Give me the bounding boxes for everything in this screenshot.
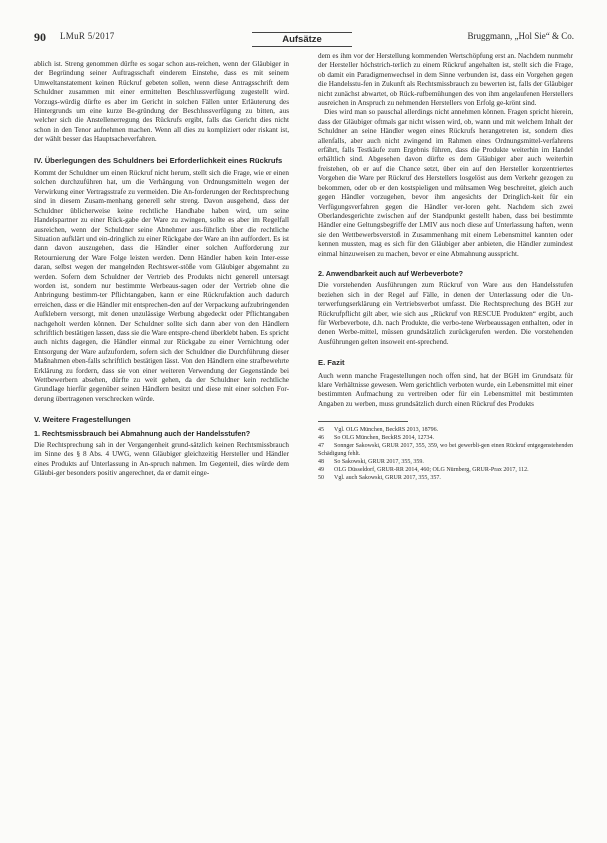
- footnote-text: So OLG München, BeckRS 2014, 12734.: [334, 435, 434, 442]
- running-title: Bruggmann, „Hol Sie“ & Co.: [467, 31, 574, 41]
- heading-subsection-v1: 1. Rechtsmissbrauch bei Abmahnung auch der Handelsstufen?: [34, 428, 251, 438]
- footnote-number: 50: [318, 475, 324, 482]
- footnote-number: 45: [318, 427, 324, 434]
- paragraph: Dies wird man so pauschal allerdings nicht annehmen können. Fragen spricht hierein, dass der Gläubiger oftmals gar nicht wissen wird, ob, wann und mit welchem Inhalt der Schuldner an seine Händler wegen eines Rückrufs herangetreten ist, sondern dies allenfalls, aber auch nicht zwingend im Rahmen eines Ordnungsmittel-verfahrens erfährt, falls Testkäufe zum Ergebnis führen, dass die Produkte weiterhin im Handel erhältlich sind. Abgesehen davon dürfte es dem Gläubiger aber auch weiterhin freistehen, ob er auf die Chance setzt, über ein auf den Hersteller konzentriertes Vorgehen die Ware per Rückruf des Herstellers losgelöst aus dem Verkehr gezogen zu bekommen, oder ob er den kostspieligen und mühsamen Weg beschreitet, gleich auch gegen Händler vorzugehen, bevor ihm angesichts der Dringlich-keit für ein Verfügungsverfahren gegen die Händler ver-loren geht. Nachdem sich zwei Oberlandesgerichte zwischen auf der Standpunkt gestellt haben, dass bei bestimmte Händler eine Geltungsbegriffe der LMIV aus noch diese auf Unterlassung haften, wenn sie den Wettbewerbsverstoß in Zusammenhang mit einem Lebensmittel kannten oder kennen mussten, mag es sich für den Gläubiger aber anbieten, die Händler zumindest einmal hinzuweisen zu machen, bevor er eine Abmahnung ausspricht.: [318, 108, 573, 258]
- footnote-number: 46: [318, 435, 324, 442]
- left-column: [34, 60, 289, 479]
- footnote-text: Vgl. auch Sakowski, GRUR 2017, 355, 357.: [334, 475, 441, 482]
- footnote-number: 49: [318, 467, 324, 474]
- paragraph: Die vorstehenden Ausführungen zum Rückruf von Ware aus den Handelsstufen beziehen sich in der Regel auf Fälle, in denen der Unterlassung oder die Un-terwerfungserklärung ein Vertriebsverbot umfasst. Die Rechtsprechung des BGH zur Rückrufpflicht gilt aber, wie sich aus „Rückruf von RESCUE Produkten“ ergibt, auch für Werbeverbote, d.h. nach Produkte, die verbo-tene Werbeaussagen enthalten, oder in denen Werbe-mittel, müssen grundsätzlich zurückgerufen werden. Die vorstehenden Ausführungen gelten insoweit ent-sprechend.: [318, 281, 573, 346]
- heading-section-v: V. Weitere Fragestellungen: [34, 415, 131, 425]
- heading-section-iv: IV. Überlegungen des Schuldners bei Erforderlichkeit eines Rückrufs: [34, 155, 283, 165]
- footnote: [318, 426, 573, 434]
- paragraph: Auch wenn manche Fragestellungen noch offen sind, hat der BGH im Grundsatz für klare Verhältnisse gewesen. Wem gerichtlich verboten wurde, ein Lebensmittel mit einer bestimmten Aufmachung zu vertreiben oder für ein Lebensmittel mit bestimmten Angaben zu werben, muss grundsätzlich durch einen Rückruf des Produkts: [318, 371, 573, 408]
- paragraph: Kommt der Schuldner um einen Rückruf nicht herum, stellt sich die Frage, wie er einen solchen durchzuführen hat, um die Verhängung von Ordnungsmitteln wegen der Verwirkung einer Vertragsstrafe zu vermeiden. Die An-forderungen der Rechtsprechung sind in diesem Zusam-menhang generell sehr streng. Davon ausgehend, dass der Schuldner üblicherweise keine rechtliche Handhabe haben wird, um seine Handelspartner zu einer Rück-gabe der Ware zu zwingen, sollte es aber im Regelfall ausreichen, wenn der Schuldner seine Abnehmer aus-führlich über die rechtliche Situation aufklärt und ein-dringlich zu einer Rückgabe der Ware an ihn auffordert. Es ist dann davon auszugehen, dass die Händler einer solchen Aufforderung zur Retournierung der Ware Folge leisten werden. Denn Händler haben kein Inter-esse daran, selbst wegen der mangelnden Rechtswer-stöße vom Gläubiger abgemahnt zu werden. Sofern dem Schuldner der Vertrieb des Produkts nicht generell untersagt worden ist, sondern nur bestimmte Werbeaus-sagen oder der Vertrieb ohne die Anbringung bestimm-ter Pflichtangaben, kann er eine Rückrufaktion auch dadurch erreichen, dass er die Händler mit entsprechen-den auf der Verpackung aufzubringenden Aufklebern versorgt, mit denen unzulässige Werbung abgedeckt oder Pflichtangaben nachgeholt werden können. Der Schuldner sollte sich dann aber von den Händlern schriftlich bestätigen lassen, dass sie die Ware entspre-chend überklebt haben. Es spricht auch nichts dagegen, die Händler einmal zur Rückgabe zu einer Vernichtung oder Entsorgung der Ware aufzufordern, sofern sich der Schuldner die Durchführung dieser Maßnahmen eben-falls schriftlich bestätigen lässt. Von den Händlern eine strafbewehrte Erklärung zu fordern, dass sie von einer weiteren Verwendung der Gegenstände bei Wettbewerbern absehen, dürfte zu weit gehen, da der Schuldner kein rechtliche Grundlage hierfür gegenüber seinen Händlern besitzt und diese mit einer solchen For-derung übertragenen verschrecken würde.: [34, 169, 289, 403]
- footnote: [318, 474, 573, 482]
- footnote-divider: [318, 421, 408, 422]
- footnote-number: 47: [318, 443, 324, 450]
- footnote: [318, 434, 573, 442]
- right-column: [318, 52, 573, 482]
- footnote-text: Vgl. OLG München, BeckRS 2013, 18796.: [334, 427, 439, 434]
- footnote: [318, 442, 573, 458]
- paragraph: Die Rechtsprechung sah in der Vergangenheit grund-sätzlich keinen Rechtsmissbrauch im Sinne des § 8 Abs. 4 UWG, wenn Gläubiger gleichzeitig Hersteller und Händler eines Produkts auf Unterlassung in An-spruch nahmen. Im Gegenteil, dies würde dem Gläubi-ger besonders positiv angerechnet, da er damit einge-: [34, 441, 289, 478]
- heading-fazit: E. Fazit: [318, 358, 345, 368]
- footnote-text: Sonnger Sakowski, GRUR 2017, 355, 359, wo bei gewerbli-gen einen Rückruf entgegenstehenden Schädigung fehlt.: [318, 443, 573, 458]
- footnote-text: OLG Düsseldorf, GRUR-RR 2014, 460; OLG Nürnberg, GRUR-Prax 2017, 112.: [334, 467, 529, 474]
- paragraph: ablich ist. Streng genommen dürfte es sogar schon aus-reichen, wenn der Gläubiger in der Begründung seiner Auftragsschaft einderem Einstehe, dass es mit seinem Umweltanstatement keinen Rückruf gebeten sollen, wenn diese Antragsschrift dem Schuldner zusammen mit einer ermittelten Beschlussverfügung zugestellt wird. Vorzugs-würdig dürfte es aber im Gericht in solchen Fällen unter Erläuterung des Hintergrunds um eine kurze Be-gründung der Beschlussverfügung zu bitten, aus welcher sich die Anstellenerregung des Rückrufs ergibt, falls das Gericht dies nicht schon in den Tenor aufnehmen machen. Wenn all dies zu kompliziert oder riskant ist, der wählt besser das Hauptsacheverfahren.: [34, 60, 289, 144]
- footnote-text: So Sakowski, GRUR 2017, 355, 359.: [334, 459, 424, 466]
- page-number: 90: [34, 30, 46, 44]
- footnote: [318, 466, 573, 474]
- footnote: [318, 458, 573, 466]
- paragraph: dem es ihm vor der Herstellung kommenden Wertschöpfung erst an. Nachdem nunmehr der Hersteller höchstrich-terlich zu einem Rückruf angehalten ist, stellt sich die Frage, ob damit ein Paradigmenwechsel in dem Sinne verbunden ist, dass ein Vorgehen gegen die Handelsstu-fen in Zukunft als Rechtsmissbrauch zu bewerten ist, falls der Gläubiger nicht zunächst abwartet, ob Rück-rufbemühungen des von ihm angelaufenen Herstellers ausreichen in Anspruch zu nehmenden Herstellers von Erfolg ge-krönt sind.: [318, 52, 573, 108]
- footnotes: [318, 426, 573, 482]
- heading-subsection-v2: 2. Anwendbarkeit auch auf Werbeverbote?: [318, 268, 463, 278]
- journal-issue: LMuR 5/2017: [60, 31, 115, 41]
- section-label: Aufsätze: [252, 32, 352, 47]
- page-header: [34, 30, 574, 46]
- footnote-number: 48: [318, 459, 324, 466]
